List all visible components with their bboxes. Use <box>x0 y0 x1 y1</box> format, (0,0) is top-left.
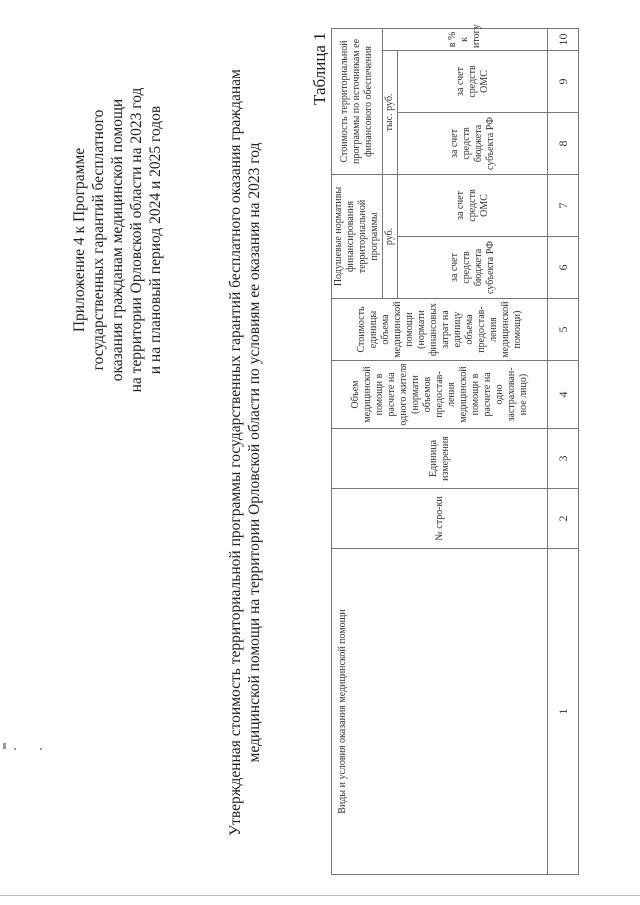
document-title <box>226 30 264 875</box>
header-volume: Объем медицинской помощи в расчете на одного жителя (нормати объемов предостав-ления медицинской помощи в расчете на одно застрахован-ное лицо) <box>332 361 548 429</box>
header-thous-rub: тыс. руб. <box>383 50 398 174</box>
appendix-line-4: на территории Орловской области на 2023 год <box>128 87 145 393</box>
cost-table <box>331 24 579 875</box>
column-number: 2 <box>548 489 579 549</box>
header-oms-per-capita: за счет средств ОМС <box>398 174 548 236</box>
column-number: 4 <box>548 361 579 429</box>
header-per-capita: Подушевые нормативы финансирования территориальной программы <box>332 174 383 298</box>
appendix-line-2: государственных гарантий бесплатного <box>90 109 107 371</box>
table-label: Таблица 1 <box>310 32 329 105</box>
header-types-conditions: Виды и условия оказания медицинской помощи <box>332 549 548 875</box>
header-unit-cost: Стоимость единицы объема медицинской помощи (нормати финансовых затрат на единицу объема предостав-ления медицинской помощи) <box>332 299 548 361</box>
header-program-cost: Стоимость территориальной программы по источникам ее финансового обеспечения <box>332 28 383 174</box>
header-oms-cost: за счет средств ОМС <box>398 50 548 112</box>
column-number: 10 <box>548 28 579 50</box>
appendix-line-5: и на плановый период 2024 и 2025 годов <box>147 105 164 375</box>
title-line-2: медицинской помощи на территории Орловской области по условиям ее оказания на 2023 год <box>246 142 263 763</box>
header-budget-per-capita: за счет средств бюджета субъекта РФ <box>398 237 548 299</box>
header-budget-cost: за счет средств бюджета субъекта РФ <box>398 112 548 174</box>
column-number: 3 <box>548 429 579 489</box>
appendix-line-3: оказания гражданам медицинской помощи <box>109 98 126 382</box>
title-line-1: Утвержденная стоимость территориальной программы государственных гарантий бесплатного оказания гражданам <box>227 69 244 836</box>
header-row-number: № стро-ки <box>332 489 548 549</box>
column-number: 6 <box>548 237 579 299</box>
column-numbers-row <box>548 28 579 874</box>
header-unit: Единица измерения <box>332 429 548 489</box>
column-number: 5 <box>548 299 579 361</box>
column-number: 7 <box>548 174 579 236</box>
appendix-heading <box>70 15 165 465</box>
appendix-line-1: Приложение 4 к Программе <box>71 147 88 333</box>
header-percent: в % к итогу <box>383 28 548 50</box>
header-rub: руб. <box>383 174 398 298</box>
column-number: 9 <box>548 50 579 112</box>
column-number: 1 <box>548 549 579 875</box>
column-number: 8 <box>548 112 579 174</box>
